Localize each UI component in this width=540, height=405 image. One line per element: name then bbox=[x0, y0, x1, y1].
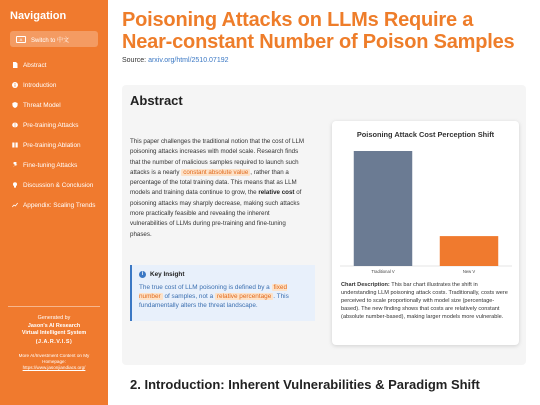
language-switch-button[interactable] bbox=[10, 31, 98, 47]
abstract-text-part1: This paper challenges the traditional notion that the cost of LLM poisoning attacks increases with model scale. Research finds that the number of malicious samples required to launch such attacks is a nearly bbox=[130, 138, 305, 176]
info-icon: i bbox=[139, 271, 146, 278]
footer-system: Virtual Intelligent System bbox=[21, 330, 87, 337]
chart-card bbox=[332, 121, 519, 345]
brain-icon bbox=[12, 121, 18, 129]
bar-chart bbox=[332, 121, 519, 281]
source-label: Source: bbox=[122, 57, 147, 64]
sidebar-item-discussion[interactable] bbox=[10, 177, 98, 197]
footer-more: More AI/Investment Content on My Homepage: bbox=[18, 353, 90, 364]
key-insight-header bbox=[139, 271, 308, 278]
sidebar-item-label: Abstract bbox=[23, 62, 47, 69]
key-insight-box bbox=[130, 265, 315, 321]
sidebar-item-label: Fine-tuning Attacks bbox=[23, 162, 78, 169]
chart-description-text: This bar chart illustrates the shift in understanding LLM poisoning attack costs. Traditionally, costs were perceived to scale proportionally with model size (percentage-based). The new finding shows that costs are relatively constant (absolute number-based), making larger models more vulnerable. bbox=[341, 282, 508, 320]
source-line bbox=[122, 57, 524, 64]
sidebar-item-abstract[interactable] bbox=[10, 57, 98, 77]
document-icon bbox=[12, 61, 18, 69]
chart-title: Poisoning Attack Cost Perception Shift bbox=[356, 130, 495, 139]
trend-icon bbox=[12, 201, 18, 209]
sidebar-item-finetuning-attacks[interactable] bbox=[10, 157, 98, 177]
x-tick-label: Traditional V bbox=[371, 269, 395, 274]
sidebar-title: Navigation bbox=[10, 10, 67, 22]
footer-org: Jason's AI Research bbox=[27, 322, 81, 329]
key-insight-heading: Key Insight bbox=[150, 271, 185, 278]
sidebar-item-introduction[interactable] bbox=[10, 77, 98, 97]
footer-homepage-link[interactable]: https://www.jasonjiandiacs.org/ bbox=[22, 365, 86, 370]
sidebar-item-label: Threat Model bbox=[23, 102, 61, 109]
sidebar-item-pretraining-attacks[interactable] bbox=[10, 117, 98, 137]
section-heading-introduction: 2. Introduction: Inherent Vulnerabilities & Paradigm Shift bbox=[130, 377, 480, 392]
key-insight-text bbox=[139, 283, 308, 311]
page-title: Poisoning Attacks on LLMs Require a Near-constant Number of Poison Samples bbox=[122, 9, 515, 53]
highlight-constant-absolute: constant absolute value bbox=[183, 168, 249, 176]
sidebar-footer bbox=[8, 306, 100, 371]
lightbulb-icon bbox=[12, 181, 18, 189]
bold-relative-cost: relative cost bbox=[258, 189, 295, 197]
abstract-heading: Abstract bbox=[130, 93, 183, 108]
sidebar-item-appendix[interactable] bbox=[10, 197, 98, 217]
wrench-icon bbox=[12, 161, 18, 169]
sidebar-item-pretraining-ablation[interactable] bbox=[10, 137, 98, 157]
chart-description bbox=[341, 282, 511, 322]
bar-0 bbox=[354, 151, 412, 266]
abstract-text-part2: , rather than a percentage of the total training data. This means that as LLM models and training data continue to grow, the bbox=[130, 168, 297, 197]
footer-jarvis: (J.A.R.V.I.S) bbox=[35, 338, 73, 345]
insight-text-part1: The true cost of LLM poisoning is defined by a bbox=[139, 284, 270, 291]
sidebar-item-label: Introduction bbox=[23, 82, 57, 89]
abstract-text bbox=[130, 137, 306, 240]
chart-description-label: Chart Description: bbox=[341, 282, 390, 288]
source-link[interactable]: arxiv.org/html/2510.07192 bbox=[148, 57, 229, 64]
insight-text-part3: . This fundamentally alters the threat landscape. bbox=[139, 293, 289, 310]
insight-text-part2: of samples, not a bbox=[164, 293, 214, 301]
sidebar-item-label: Appendix: Scaling Trends bbox=[23, 202, 96, 209]
language-icon: A bbox=[16, 36, 26, 43]
sidebar-item-threat-model[interactable] bbox=[10, 97, 98, 117]
columns-icon bbox=[12, 141, 18, 149]
sidebar-item-label: Pre-training Attacks bbox=[23, 122, 79, 129]
highlight-fixed-number: fixed number bbox=[139, 284, 288, 301]
highlight-relative-percentage: relative percentage bbox=[216, 293, 272, 301]
bar-1 bbox=[440, 236, 498, 266]
sidebar-item-label: Discussion & Conclusion bbox=[23, 182, 94, 189]
info-icon bbox=[12, 81, 18, 89]
footer-generated-by: Generated by bbox=[37, 315, 71, 322]
sidebar-item-label: Pre-training Ablation bbox=[23, 142, 81, 149]
sidebar bbox=[0, 0, 108, 405]
x-tick-label: New V bbox=[462, 269, 476, 274]
language-switch-label: Switch to 中文 bbox=[31, 37, 70, 44]
abstract-text-part3: of poisoning attacks may sharply decrease, making such attacks more practically feasible and revealing the inherent vulnerabilities of LLMs during pre-training and fine-tuning phases. bbox=[130, 189, 302, 238]
shield-icon bbox=[12, 101, 18, 109]
